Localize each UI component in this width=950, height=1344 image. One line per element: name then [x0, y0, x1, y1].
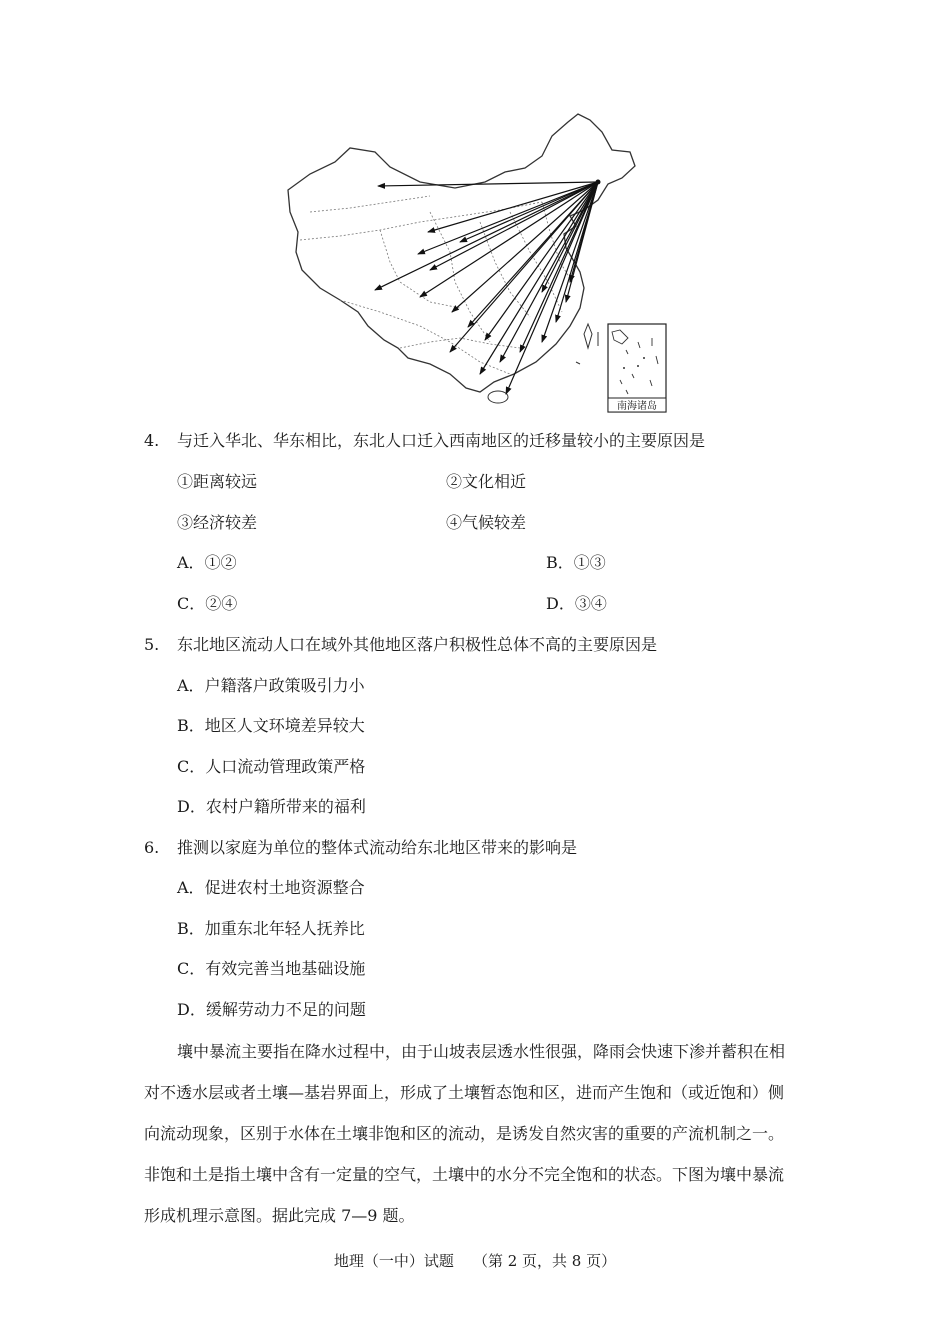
south-china-sea-inset	[608, 324, 666, 412]
map-svg	[280, 112, 672, 417]
page-footer	[0, 1250, 950, 1272]
question-5-option-c[interactable]	[177, 756, 365, 778]
origin-point	[596, 180, 601, 185]
option-letter: B．	[177, 919, 205, 938]
option-text: ①②	[204, 553, 237, 572]
passage-line-2: 对不透水层或者土壤—基岩界面上，形成了土壤暂态饱和区，进而产生饱和（或近饱和）侧	[144, 1083, 785, 1102]
option-letter: B．	[546, 553, 574, 572]
footer-subject: 地理（一中）试题	[333, 1252, 454, 1270]
option-text: ③④	[574, 594, 607, 613]
option-letter: D．	[177, 1000, 206, 1019]
inset-label: 南海诸岛	[617, 401, 657, 412]
passage-line-1: 壤中暴流主要指在降水过程中，由于山坡表层透水性很强，降雨会快速下渗并蓄积在相	[177, 1042, 786, 1061]
option-letter: A．	[177, 676, 205, 695]
question-6-number: 6.	[144, 838, 160, 857]
question-6-option-a[interactable]	[177, 877, 365, 899]
question-6-option-d[interactable]	[177, 999, 366, 1021]
question-4-option-c[interactable]	[177, 593, 237, 615]
question-5-option-d[interactable]	[177, 796, 366, 818]
passage-line-5: 形成机理示意图。据此完成 7—9 题。	[144, 1206, 415, 1225]
option-text: 人口流动管理政策严格	[205, 757, 366, 776]
question-4-item-3: ③经济较差	[177, 513, 258, 532]
question-4-item-1: ①距离较远	[177, 472, 258, 491]
question-4-option-a[interactable]	[177, 552, 237, 574]
question-5-option-b[interactable]	[177, 715, 365, 737]
question-4-option-d[interactable]	[546, 593, 607, 615]
question-5-stem: 东北地区流动人口在域外其他地区落户积极性总体不高的主要原因是	[177, 635, 658, 654]
option-letter: D．	[177, 797, 206, 816]
question-5-option-a[interactable]	[177, 675, 365, 697]
hainan-island	[488, 391, 508, 403]
option-text: 促进农村土地资源整合	[204, 878, 365, 897]
taiwan-island	[584, 324, 592, 348]
option-text: 地区人文环境差异较大	[204, 716, 365, 735]
footer-page-info: （第 2 页，共 8 页）	[472, 1252, 617, 1270]
option-text: 加重东北年轻人抚养比	[204, 919, 365, 938]
question-6-option-b[interactable]	[177, 918, 365, 940]
question-6-stem: 推测以家庭为单位的整体式流动给东北地区带来的影响是	[177, 838, 578, 857]
question-4-number: 4.	[144, 431, 160, 450]
option-text: 农村户籍所带来的福利	[205, 797, 366, 816]
option-text: 有效完善当地基础设施	[205, 959, 366, 978]
option-letter: A．	[177, 553, 205, 572]
option-text: ②④	[205, 594, 238, 613]
option-letter: D．	[546, 594, 575, 613]
option-text: 户籍落户政策吸引力小	[204, 676, 365, 695]
option-letter: C．	[177, 959, 206, 978]
question-4-option-b[interactable]	[546, 552, 606, 574]
option-text: ①③	[573, 553, 606, 572]
question-4-item-4: ④气候较差	[446, 513, 527, 532]
migration-map	[280, 112, 672, 417]
option-text: 缓解劳动力不足的问题	[205, 1000, 366, 1019]
question-5-number: 5.	[144, 635, 160, 654]
question-4-stem: 与迁入华北、华东相比，东北人口迁入西南地区的迁移量较小的主要原因是	[177, 431, 706, 450]
passage-line-4: 非饱和土是指土壤中含有一定量的空气，土壤中的水分不完全饱和的状态。下图为壤中暴流	[144, 1165, 785, 1184]
option-letter: A．	[177, 878, 205, 897]
option-letter: C．	[177, 594, 206, 613]
option-letter: B．	[177, 716, 205, 735]
question-4-item-2: ②文化相近	[446, 472, 527, 491]
passage-line-3: 向流动现象，区别于水体在土壤非饱和区的流动，是诱发自然灾害的重要的产流机制之一。	[144, 1124, 785, 1143]
option-letter: C．	[177, 757, 206, 776]
question-6-option-c[interactable]	[177, 958, 365, 980]
